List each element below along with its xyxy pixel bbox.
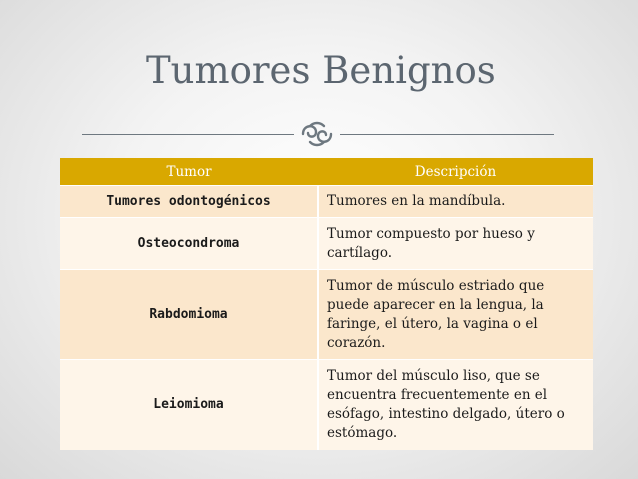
tumor-description: Tumor compuesto por hueso y cartílago. <box>318 218 593 270</box>
table-header-row <box>60 158 593 186</box>
table-row <box>60 218 593 270</box>
table-row <box>60 186 593 218</box>
table-row <box>60 270 593 360</box>
tumor-description: Tumor de músculo estriado que puede aparecer en la lengua, la faringe, el útero, la vagina o el corazón. <box>318 270 593 360</box>
tumor-description: Tumor del músculo liso, que se encuentra frecuentemente en el esófago, intestino delgado, útero o estómago. <box>318 360 593 450</box>
table-row <box>60 360 593 450</box>
tumor-name: Tumores odontogénicos <box>60 186 318 218</box>
title-rule-right <box>340 134 554 135</box>
title-rule-left <box>82 134 294 135</box>
tumor-name: Osteocondroma <box>60 218 318 270</box>
decorative-scroll-icon <box>298 118 336 150</box>
tumors-table <box>60 158 593 450</box>
slide-title: Tumores Benignos <box>146 49 496 92</box>
tumor-name: Rabdomioma <box>60 270 318 360</box>
tumor-name: Leiomioma <box>60 360 318 450</box>
header-tumor: Tumor <box>60 158 318 186</box>
header-descripcion: Descripción <box>318 158 593 186</box>
tumor-description: Tumores en la mandíbula. <box>318 186 593 218</box>
